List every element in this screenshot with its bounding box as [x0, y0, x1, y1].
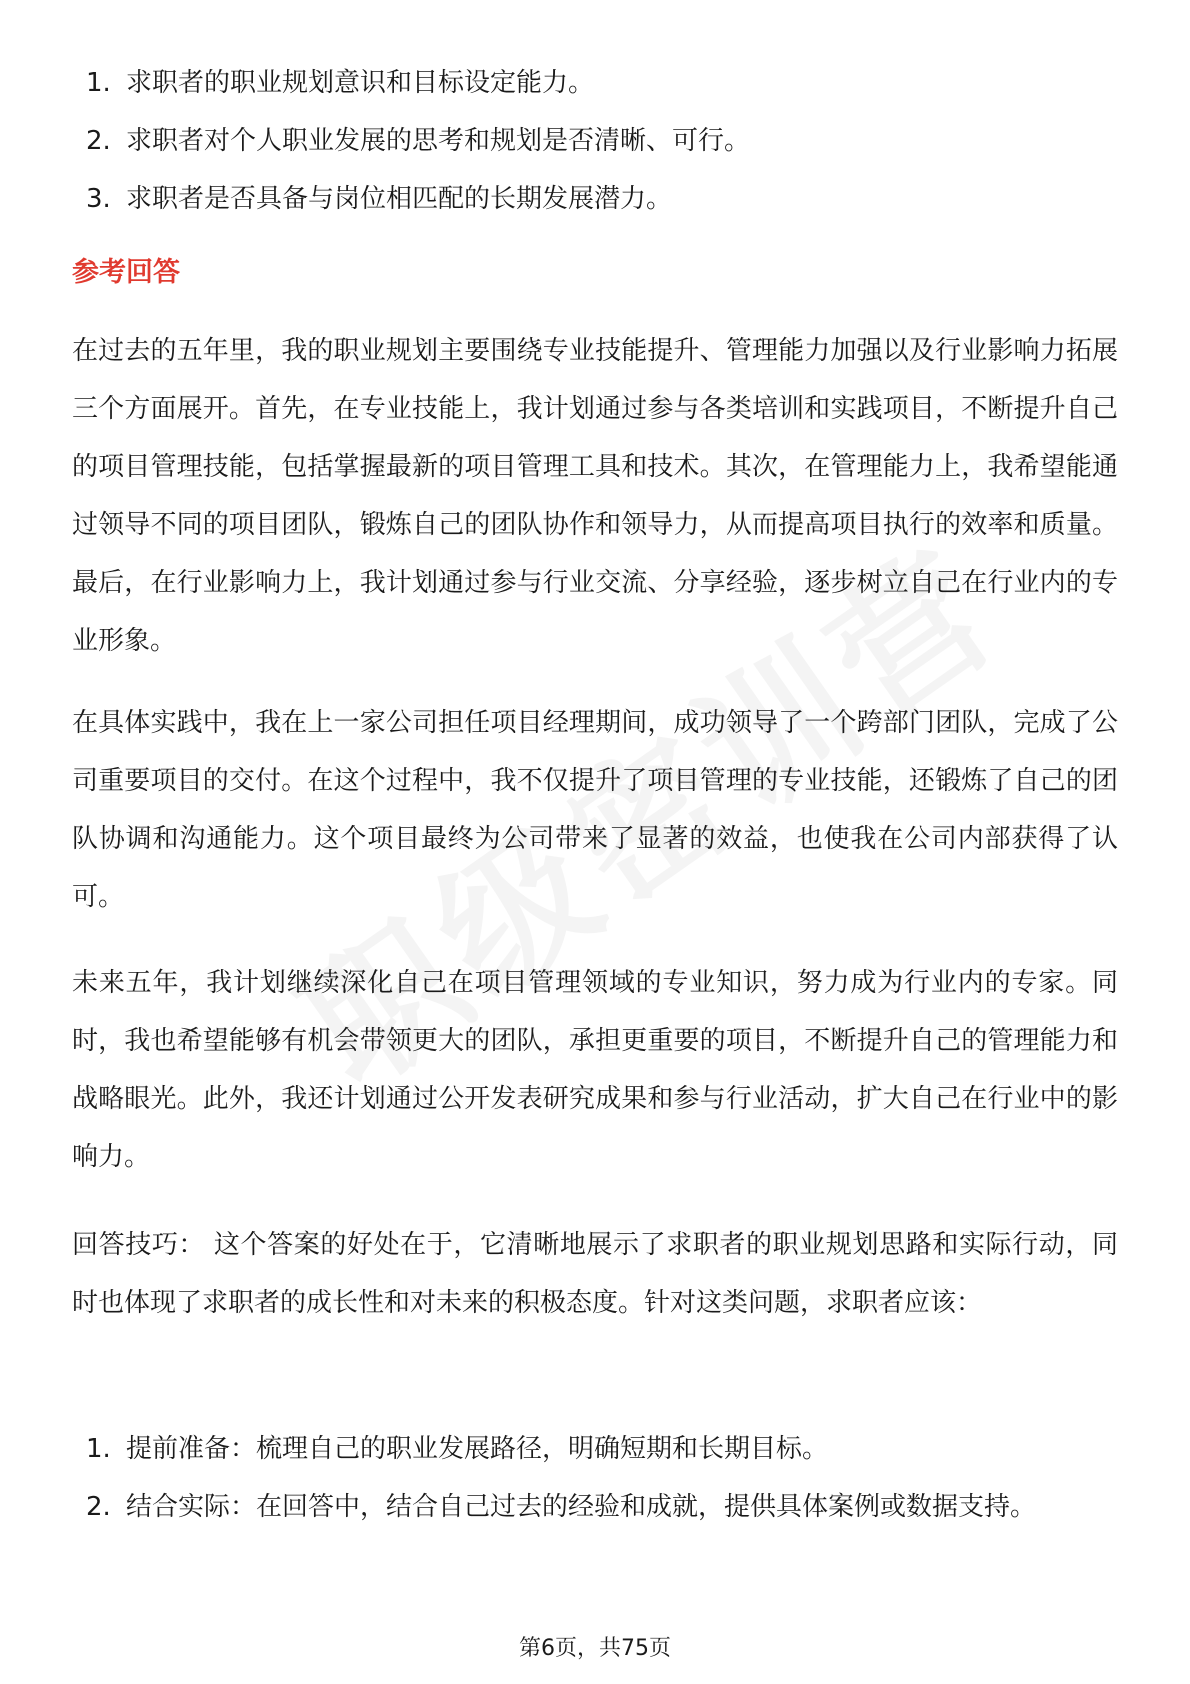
list-item-number: 2. [86, 126, 111, 156]
paragraph-practice: 在具体实践中，我在上一家公司担任项目经理期间，成功领导了一个跨部门团队，完成了公司重要项目的交付。在这个过程中，我不仅提升了项目管理的专业技能，还锻炼了自己的团队协调和沟通能力。这个项目最终为公司带来了显著的效益，也使我在公司内部获得了认可。 [72, 708, 1118, 912]
list-item-number: 1. [86, 1434, 111, 1464]
list-item-text: 提前准备：梳理自己的职业发展路径，明确短期和长期目标。 [126, 1434, 829, 1464]
list-item-number: 1. [86, 68, 111, 98]
list-item [0, 54, 1190, 112]
paragraph-future: 未来五年，我计划继续深化自己在项目管理领域的专业知识，努力成为行业内的专家。同时，我也希望能够有机会带领更大的团队，承担更重要的项目，不断提升自己的管理能力和战略眼光。此外，我还计划通过公开发表研究成果和参与行业活动，扩大自己在行业中的影响力。 [72, 968, 1118, 1172]
tips-list [0, 1420, 1190, 1536]
list-item-number: 2. [86, 1492, 111, 1522]
paragraph-career-plan: 在过去的五年里，我的职业规划主要围绕专业技能提升、管理能力加强以及行业影响力拓展三个方面展开。首先，在专业技能上，我计划通过参与各类培训和实践项目，不断提升自己的项目管理技能，包括掌握最新的项目管理工具和技术。其次，在管理能力上，我希望能通过领导不同的项目团队，锻炼自己的团队协作和领导力，从而提高项目执行的效率和质量。最后，在行业影响力上，我计划通过参与行业交流、分享经验，逐步树立自己在行业内的专业形象。 [72, 336, 1118, 656]
page-number: 第6页，共75页 [519, 1636, 671, 1661]
list-item [0, 1420, 1190, 1478]
list-item [0, 1478, 1190, 1536]
section-heading: 参考回答 [72, 257, 180, 288]
list-item [0, 112, 1190, 170]
list-item-number: 3. [86, 184, 111, 214]
intro-list [0, 54, 1190, 228]
paragraph-answer-tips: 回答技巧： 这个答案的好处在于，它清晰地展示了求职者的职业规划思路和实际行动，同时也体现了求职者的成长性和对未来的积极态度。针对这类问题，求职者应该： [72, 1230, 1118, 1318]
list-item-text: 求职者的职业规划意识和目标设定能力。 [126, 68, 595, 98]
list-item-text: 求职者对个人职业发展的思考和规划是否清晰、可行。 [126, 126, 751, 156]
list-item-text: 求职者是否具备与岗位相匹配的长期发展潜力。 [126, 184, 673, 214]
list-item-text: 结合实际：在回答中，结合自己过去的经验和成就，提供具体案例或数据支持。 [126, 1492, 1037, 1522]
list-item [0, 170, 1190, 228]
